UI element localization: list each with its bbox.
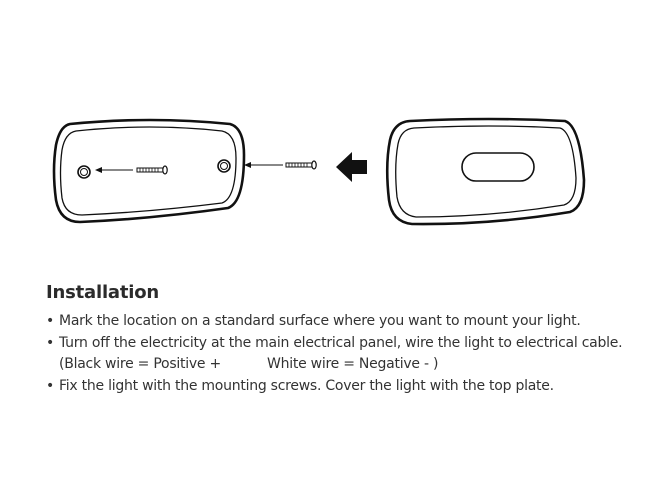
block-arrow-left-icon — [336, 152, 367, 182]
step-text: Mark the location on a standard surface where you want to mount your light. — [59, 313, 581, 329]
list-item — [46, 376, 622, 398]
white-wire-note: White wire = Negative - ) — [266, 356, 439, 372]
installation-heading: Installation — [46, 282, 160, 303]
step-text: Fix the light with the mounting screws. Cover the light with the top plate. — [59, 377, 554, 394]
lens-window — [462, 153, 534, 181]
screw-icon — [286, 161, 316, 169]
wiring-note — [59, 354, 622, 376]
bullet-icon: • — [46, 313, 55, 329]
step-text: Turn off the electricity at the main electrical panel, wire the light to electrical cable. — [59, 334, 623, 351]
list-item — [46, 333, 622, 376]
mounting-hole-left — [78, 166, 90, 178]
arrow-left-icon — [95, 167, 133, 173]
bullet-icon: • — [46, 377, 55, 394]
light-top-cover — [387, 119, 584, 224]
black-wire-note: (Black wire = Positive + — [59, 356, 221, 372]
mounting-hole-right — [218, 160, 230, 172]
installation-steps — [46, 311, 622, 397]
screw-icon — [137, 166, 167, 174]
list-item — [46, 311, 622, 333]
arrow-left-icon — [244, 162, 283, 168]
bullet-icon: • — [46, 334, 55, 351]
